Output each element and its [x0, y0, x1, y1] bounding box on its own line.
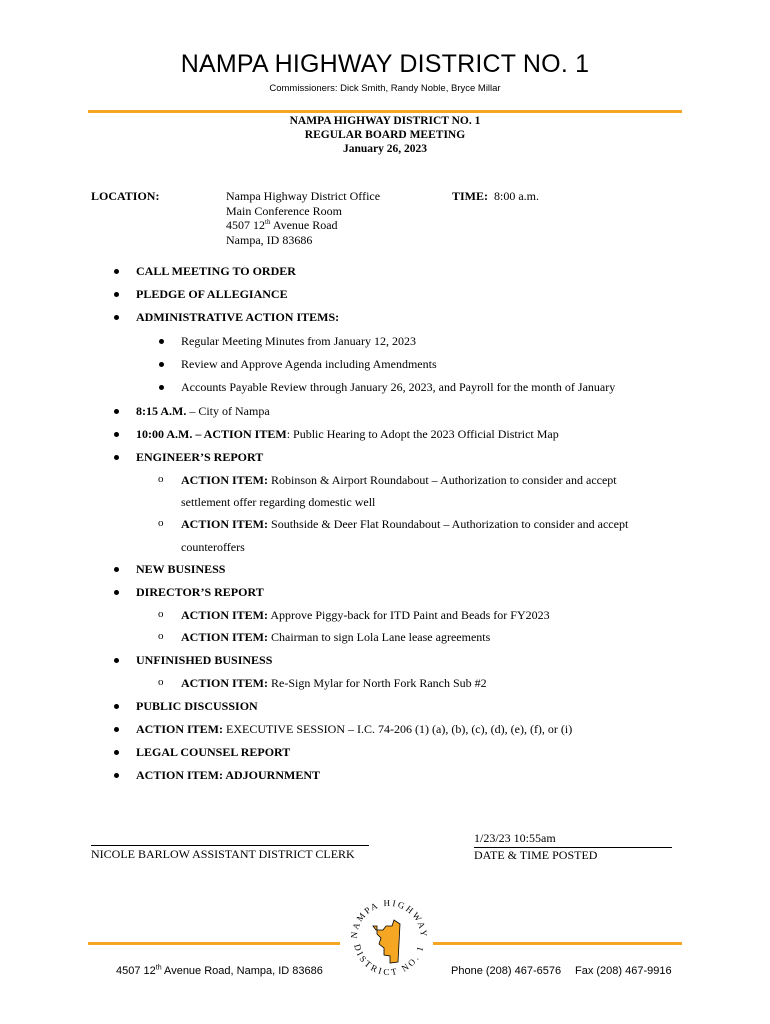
agenda-item-new-business: NEW BUSINESS — [136, 562, 226, 576]
admin-subitem-1: Regular Meeting Minutes from January 12, 2023 — [181, 334, 416, 348]
location-address — [226, 189, 380, 247]
bullet-icon — [114, 750, 119, 755]
bullet-icon — [159, 362, 164, 367]
meeting-header — [0, 114, 770, 156]
bullet-icon — [114, 727, 119, 732]
bullet-icon — [114, 315, 119, 320]
bullet-icon — [114, 773, 119, 778]
bullet-icon — [114, 567, 119, 572]
agenda-item-executive: ACTION ITEM: EXECUTIVE SESSION – I.C. 74-206 (1) (a), (b), (c), (d), (e), (f), or (i) — [136, 722, 573, 736]
circle-bullet-icon: o — [158, 630, 164, 642]
agenda-item-adjourn: ACTION ITEM: ADJOURNMENT — [136, 768, 321, 782]
footer-phone: Phone (208) 467-6576 — [451, 965, 562, 977]
agenda-item-admin: ADMINISTRATIVE ACTION ITEMS: — [136, 310, 340, 324]
agenda-item-engineer: ENGINEER’S REPORT — [136, 450, 264, 464]
agenda-item-legal: LEGAL COUNSEL REPORT — [136, 745, 291, 759]
commissioners-line: Commissioners: Dick Smith, Randy Noble, Bryce Millar — [269, 83, 501, 94]
circle-bullet-icon: o — [158, 676, 164, 688]
clerk-name: NICOLE BARLOW ASSISTANT DISTRICT CLERK — [91, 847, 355, 861]
agenda-item-city: 8:15 A.M. – City of Nampa — [136, 404, 270, 418]
admin-subitem-3: Accounts Payable Review through January 26, 2023, and Payroll for the month of January — [181, 380, 616, 394]
location-line-2: Main Conference Room — [226, 203, 342, 218]
letterhead-title: NAMPA HIGHWAY DISTRICT NO. 1 — [180, 50, 590, 78]
circle-bullet-icon: o — [158, 517, 164, 529]
footer-address: 4507 12th Avenue Road, Nampa, ID 83686 — [116, 964, 323, 977]
posted-label: DATE & TIME POSTED — [474, 848, 598, 862]
footer-divider-left — [88, 942, 340, 945]
agenda-item-director: DIRECTOR’S REPORT — [136, 585, 264, 599]
meeting-org: NAMPA HIGHWAY DISTRICT NO. 1 — [289, 115, 481, 127]
time-value: 8:00 a.m. — [494, 189, 539, 203]
engineer-subitem-1-cont: settlement offer regarding domestic well — [181, 495, 376, 509]
agenda-item-call-to-order: CALL MEETING TO ORDER — [136, 264, 296, 278]
agenda-item-hearing: 10:00 A.M. – ACTION ITEM: Public Hearing to Adopt the 2023 Official District Map — [136, 427, 559, 441]
location-label: LOCATION: — [91, 189, 160, 203]
agenda-item-pledge: PLEDGE OF ALLEGIANCE — [136, 287, 288, 301]
bullet-icon — [114, 704, 119, 709]
bullet-icon — [114, 455, 119, 460]
meeting-date: January 26, 2023 — [342, 143, 428, 155]
footer-fax: Fax (208) 467-9916 — [575, 965, 672, 977]
footer-divider-right — [433, 942, 682, 945]
meeting-time — [452, 189, 539, 204]
agenda-item-public: PUBLIC DISCUSSION — [136, 699, 258, 713]
time-label: TIME: — [452, 189, 488, 203]
location-line-3: 4507 12th Avenue Road — [226, 218, 338, 232]
director-subitem-2: ACTION ITEM: Chairman to sign Lola Lane lease agreements — [181, 630, 491, 644]
meeting-type: REGULAR BOARD MEETING — [304, 129, 466, 141]
circle-bullet-icon: o — [158, 608, 164, 620]
idaho-shape-icon — [373, 920, 400, 963]
logo-arc-bottom: DISTRICT NO. 1 — [352, 942, 426, 978]
header-divider — [88, 110, 682, 113]
bullet-icon — [114, 292, 119, 297]
engineer-subitem-1: ACTION ITEM: Robinson & Airport Roundabout – Authorization to consider and accept — [181, 473, 617, 487]
bullet-icon — [114, 409, 119, 414]
bullet-icon — [114, 269, 119, 274]
circle-bullet-icon: o — [158, 473, 164, 485]
engineer-subitem-2-cont: counteroffers — [181, 540, 245, 554]
district-logo — [346, 890, 432, 986]
signature-line — [91, 845, 369, 846]
agenda-item-unfinished: UNFINISHED BUSINESS — [136, 653, 273, 667]
bullet-icon — [114, 658, 119, 663]
logo-arc-top: NAMPA HIGHWAY — [348, 897, 430, 939]
admin-subitem-2: Review and Approve Agenda including Amendments — [181, 357, 437, 371]
engineer-subitem-2: ACTION ITEM: Southside & Deer Flat Roundabout – Authorization to consider and accept — [181, 517, 629, 531]
location-line-4: Nampa, ID 83686 — [226, 232, 313, 247]
bullet-icon — [114, 590, 119, 595]
director-subitem-1: ACTION ITEM: Approve Piggy-back for ITD Paint and Beads for FY2023 — [181, 608, 550, 622]
unfinished-subitem-1: ACTION ITEM: Re-Sign Mylar for North Fork Ranch Sub #2 — [181, 676, 487, 690]
bullet-icon — [159, 339, 164, 344]
posted-time: 1/23/23 10:55am — [474, 831, 556, 845]
location-line-1: Nampa Highway District Office — [226, 189, 381, 203]
bullet-icon — [114, 432, 119, 437]
bullet-icon — [159, 385, 164, 390]
